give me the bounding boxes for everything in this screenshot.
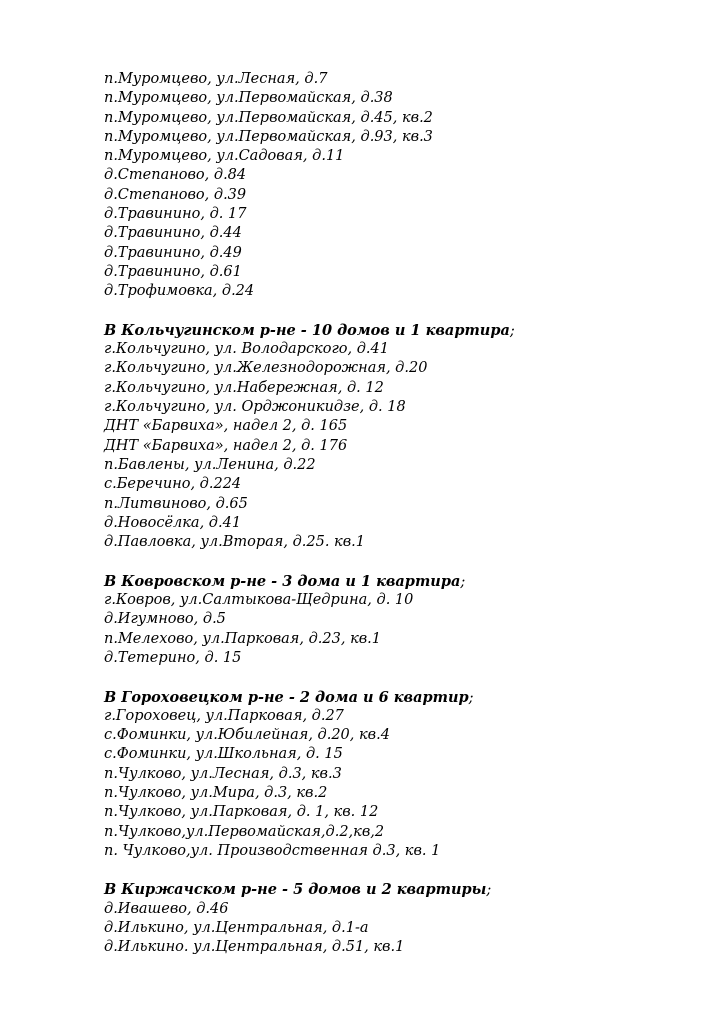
section-heading-end: ; xyxy=(486,882,492,899)
section-heading xyxy=(104,572,664,591)
section-spacer xyxy=(104,861,664,880)
address-line: п.Чулково, ул.Лесная, д.3, кв.3 xyxy=(104,765,342,782)
section-heading-text: В Гороховецком р-не - 2 дома и 6 квартир xyxy=(104,688,469,706)
section-heading xyxy=(104,880,664,899)
address-line: д.Степаново, д.39 xyxy=(104,186,247,203)
address-line: д.Травинино, д.44 xyxy=(104,225,242,242)
section-kolchugino xyxy=(104,321,664,553)
section-heading-text: В Ковровском р-не - 3 дома и 1 квартира xyxy=(104,572,461,590)
address-line: г.Кольчугино, ул.Набережная, д. 12 xyxy=(104,379,384,396)
address-line: д.Травинино, д.49 xyxy=(104,244,242,261)
section-heading-end: ; xyxy=(509,322,515,339)
address-line: г.Кольчугино, ул.Железнодорожная, д.20 xyxy=(104,360,428,377)
section-kirzhach xyxy=(104,880,664,957)
address-line: п.Чулково, ул.Мира, д.3, кв.2 xyxy=(104,784,328,801)
address-line: п.Муромцево, ул.Первомайская, д.45, кв.2 xyxy=(104,109,433,126)
address-line: д.Тетерино, д. 15 xyxy=(104,649,242,666)
address-line: г.Кольчугино, ул. Орджоникидзе, д. 18 xyxy=(104,399,406,416)
section-heading-text: В Киржачском р-не - 5 домов и 2 квартиры xyxy=(104,881,487,899)
address-line: п. Чулково,ул. Производственная д.3, кв. 1 xyxy=(104,842,441,859)
section-kovrov xyxy=(104,572,664,668)
address-line: п.Литвиново, д.65 xyxy=(104,495,248,512)
address-line: ДНТ «Барвиха», надел 2, д. 165 xyxy=(104,418,348,435)
address-line: д.Илькино, ул.Центральная, д.1-а xyxy=(104,920,369,937)
address-line: п.Муромцево, ул.Садовая, д.11 xyxy=(104,148,345,165)
address-line: д.Степаново, д.84 xyxy=(104,167,247,184)
address-line: г.Кольчугино, ул. Володарского, д.41 xyxy=(104,341,389,358)
address-line: п.Муромцево, ул.Первомайская, д.38 xyxy=(104,90,393,107)
address-line: д.Игумново, д.5 xyxy=(104,611,226,628)
intro-block xyxy=(104,70,664,302)
section-gorokhovets xyxy=(104,688,664,862)
address-line: г.Гороховец, ул.Парковая, д.27 xyxy=(104,707,344,724)
address-line: ДНТ «Барвиха», надел 2, д. 176 xyxy=(104,437,348,454)
address-line: п.Чулково,ул.Первомайская,д.2,кв,2 xyxy=(104,823,385,840)
address-line: п.Муромцево, ул.Первомайская, д.93, кв.3 xyxy=(104,128,433,145)
section-heading xyxy=(104,321,664,340)
address-list xyxy=(104,70,664,958)
address-line: д.Илькино. ул.Центральная, д.51, кв.1 xyxy=(104,939,405,956)
address-line: п.Муромцево, ул.Лесная, д.7 xyxy=(104,71,328,87)
address-line: с.Фоминки, ул.Школьная, д. 15 xyxy=(104,746,343,763)
address-line: д.Павловка, ул.Вторая, д.25. кв.1 xyxy=(104,534,365,551)
address-line: д.Травинино, д.61 xyxy=(104,263,242,280)
address-line: д.Новосёлка, д.41 xyxy=(104,514,242,531)
address-line: п.Чулково, ул.Парковая, д. 1, кв. 12 xyxy=(104,804,379,821)
section-heading-end: ; xyxy=(460,573,466,590)
address-line: д.Ивашево, д.46 xyxy=(104,900,229,917)
address-line: д.Трофимовка, д.24 xyxy=(104,283,255,300)
address-line: д.Травинино, д. 17 xyxy=(104,206,247,223)
address-line: п.Мелехово, ул.Парковая, д.23, кв.1 xyxy=(104,630,382,647)
address-line: с.Фоминки, ул.Юбилейная, д.20, кв.4 xyxy=(104,727,390,744)
section-spacer xyxy=(104,302,664,321)
address-line: г.Ковров, ул.Салтыкова-Щедрина, д. 10 xyxy=(104,592,414,609)
address-line: с.Беречино, д.224 xyxy=(104,476,242,493)
section-heading xyxy=(104,688,664,707)
section-spacer xyxy=(104,668,664,687)
address-line: п.Бавлены, ул.Ленина, д.22 xyxy=(104,456,316,473)
section-heading-end: ; xyxy=(468,689,474,706)
section-spacer xyxy=(104,552,664,571)
section-heading-text: В Кольчугинском р-не - 10 домов и 1 квартира xyxy=(104,321,510,339)
